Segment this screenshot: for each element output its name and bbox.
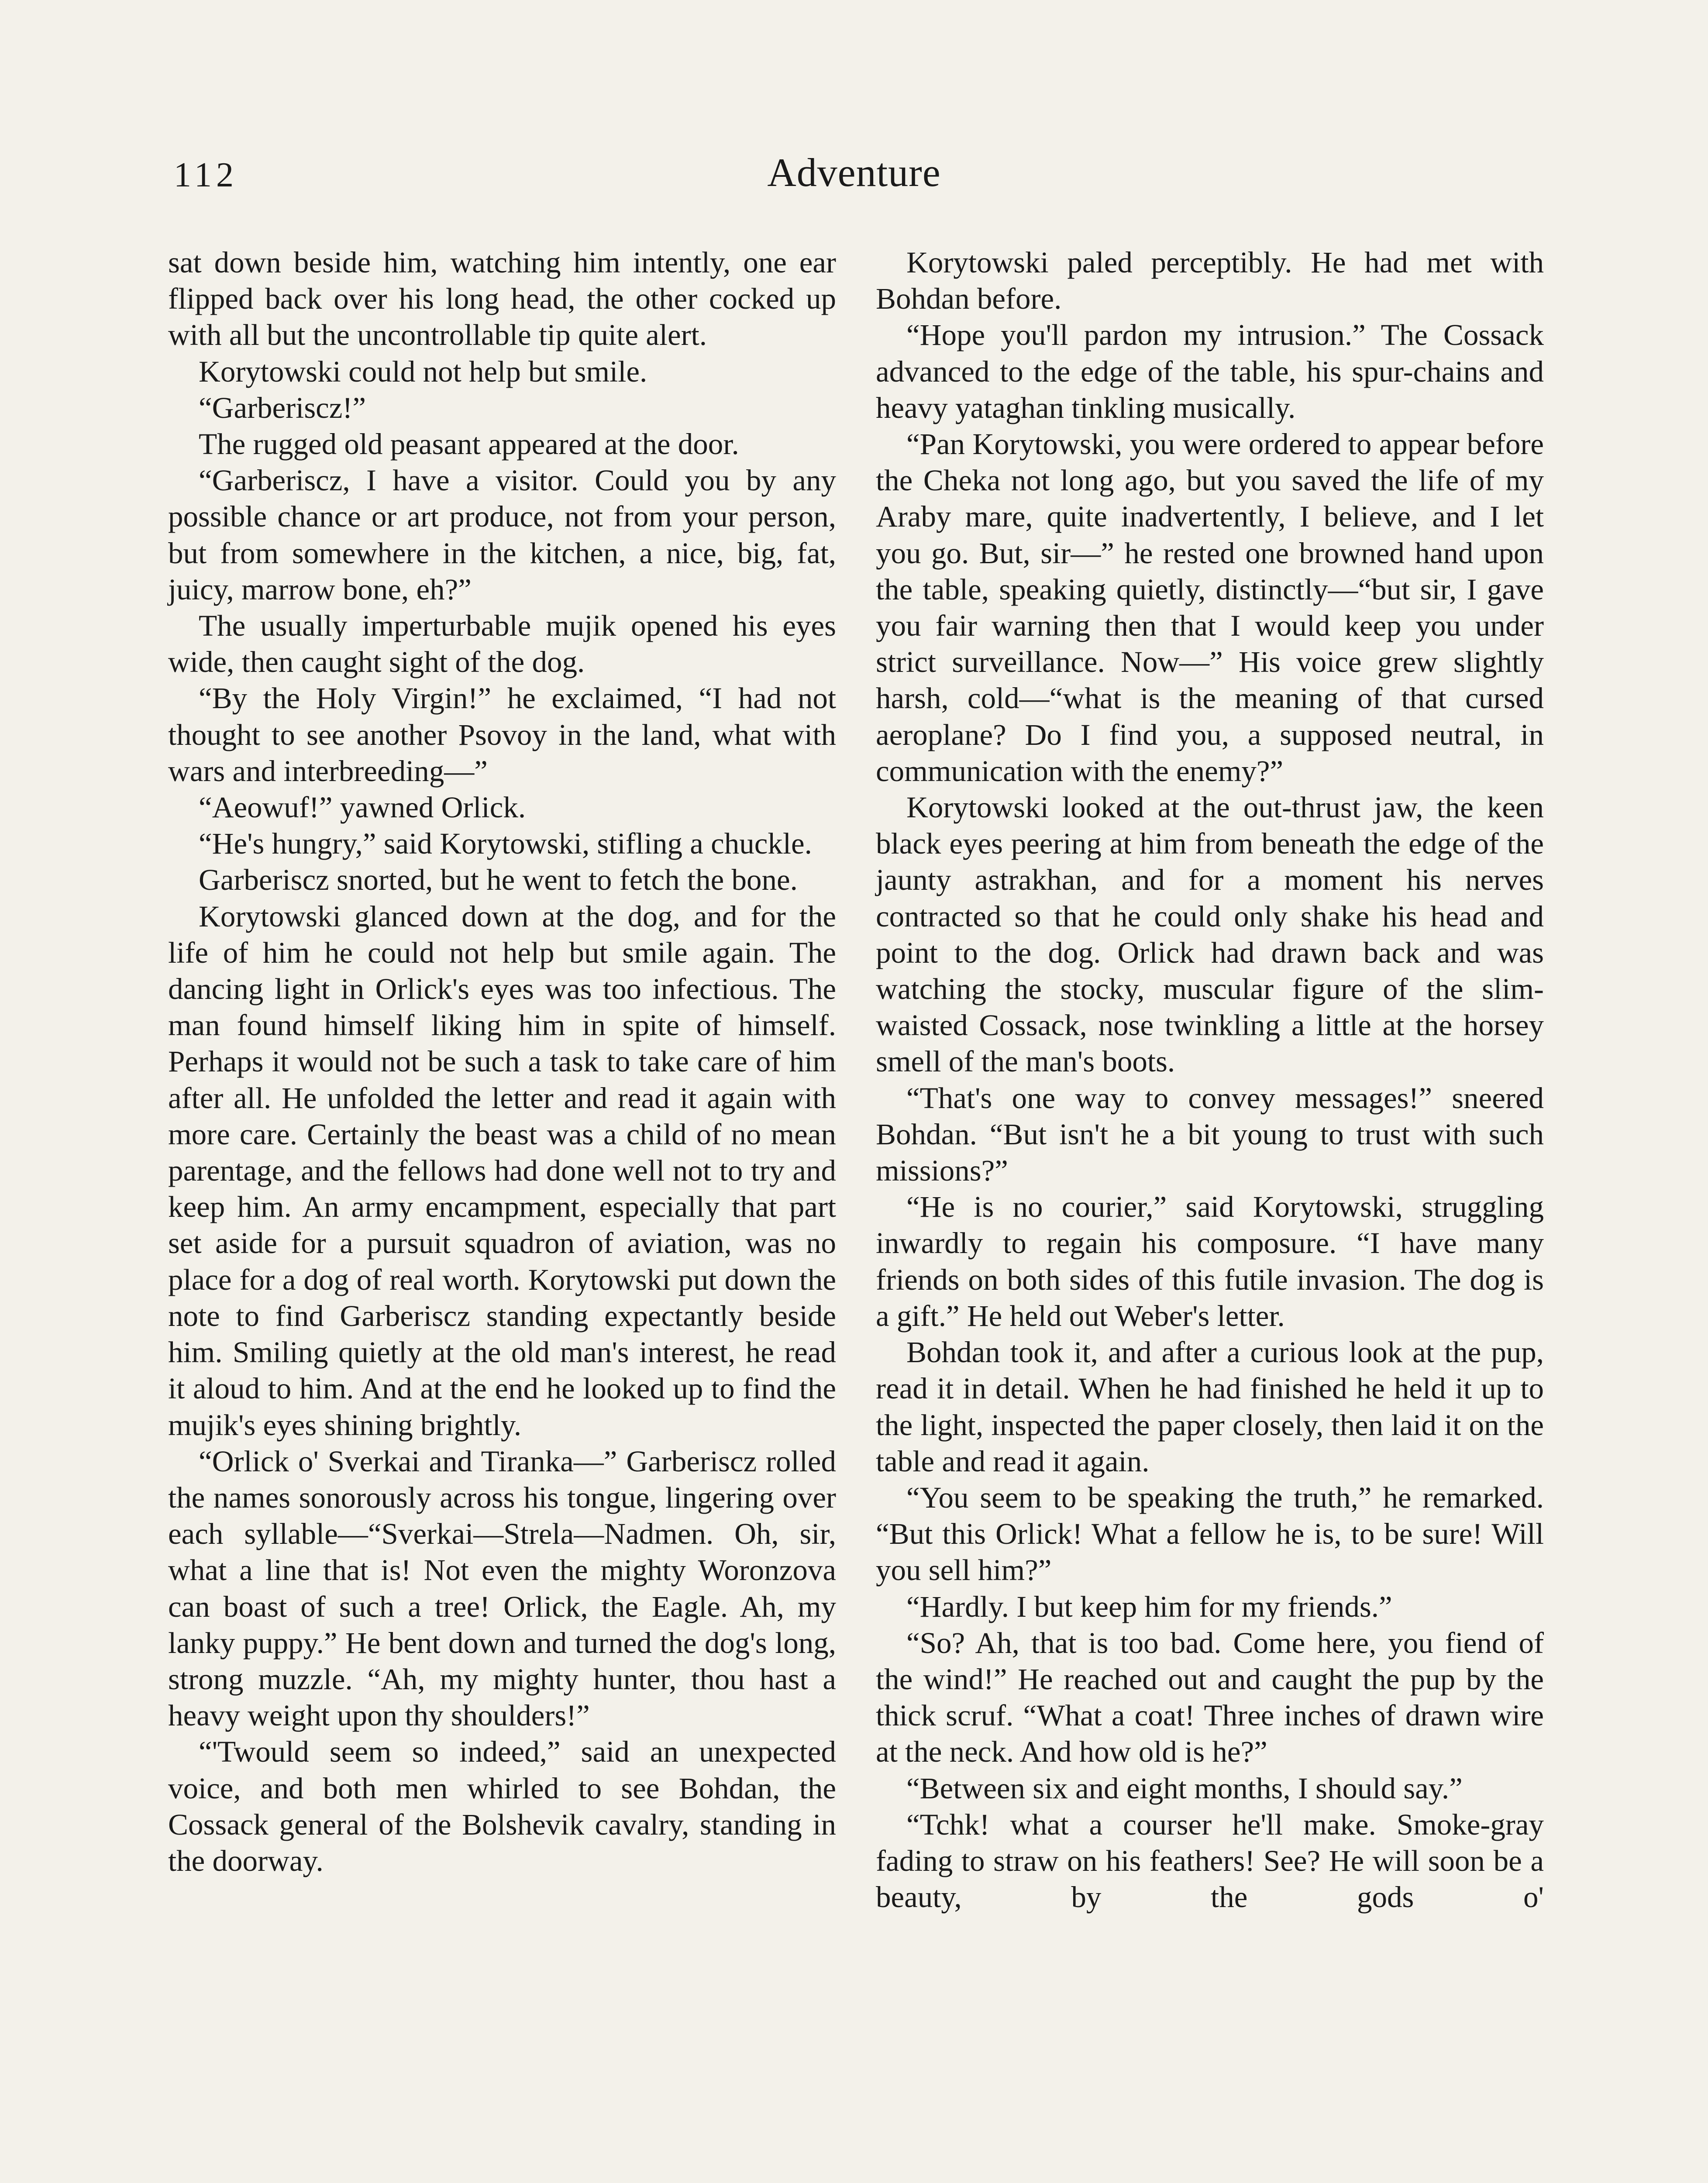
paragraph: “Orlick o' Sverkai and Tiranka—” Garberiscz rolled the names sonorously across his tongue, lingering over each syllable—“Sverkai—Strela—Nadmen. Oh, sir, what a line that is! Not even the mighty Woronzova can boast of such a tree! Orlick, the Eagle. Ah, my lanky puppy.” He bent down and turned the dog's long, strong muzzle. “Ah, my mighty hunter, thou hast a heavy weight upon thy shoulders!” xyxy=(168,1444,836,1732)
paragraph: Korytowski paled perceptibly. He had met with Bohdan before. xyxy=(876,246,1544,316)
paragraph: The rugged old peasant appeared at the door. xyxy=(199,427,739,461)
paragraph: “Garberiscz!” xyxy=(199,391,366,424)
paragraph: “That's one way to convey messages!” sneered Bohdan. “But isn't he a bit young to trust with such missions?” xyxy=(876,1081,1544,1188)
paragraph: Korytowski glanced down at the dog, and for the life of him he could not help but smile again. The dancing light in Orlick's eyes was too infectious. The man found himself liking him in spite of himself. Perhaps it would not be such a task to take care of him after all. He unfolded the letter and read it again with more care. Certainly the beast was a child of no mean parentage, and the fellows had done well not to try and keep him. An army encampment, especially that part set aside for a pursuit squadron of aviation, was no place for a dog of real worth. Korytowski put down the note to find Garberiscz standing expectantly beside him. Smiling quietly at the old man's interest, he read it aloud to him. And at the end he looked up to find the mujik's eyes shining brightly. xyxy=(168,899,836,1442)
paragraph: “Pan Korytowski, you were ordered to appear before the Cheka not long ago, but you saved the life of my Araby mare, quite inadvertently, I believe, and I let you go. But, sir—” he rested one browned hand upon the table, speaking quietly, distinctly—“but sir, I gave you fair warning then that I would keep you under strict surveillance. Now—” His voice grew slightly harsh, cold—“what is the meaning of that cursed aeroplane? Do I find you, a supposed neutral, in communication with the enemy?” xyxy=(876,427,1544,788)
paragraph: “Tchk! what a courser he'll make. Smoke-gray fading to straw on his feathers! See? He will soon be a beauty, by the gods o' xyxy=(876,1808,1544,1914)
left-column xyxy=(168,244,836,1879)
paragraph: Korytowski looked at the out-thrust jaw, the keen black eyes peering at him from beneath the edge of the jaunty astrakhan, and for a moment his nerves contracted so that he could only shake his head and point to the dog. Orlick had drawn back and was watching the stocky, muscular figure of the slim-waisted Cossack, nose twinkling a little at the horsey smell of the man's boots. xyxy=(876,791,1544,1078)
paragraph: “By the Holy Virgin!” he exclaimed, “I had not thought to see another Psovoy in the land, what with wars and interbreeding—” xyxy=(168,682,836,788)
paragraph: “Garberiscz, I have a visitor. Could you by any possible chance or art produce, not from your person, but from somewhere in the kitchen, a nice, big, fat, juicy, marrow bone, eh?” xyxy=(168,464,836,606)
paragraph: “Aeowuf!” yawned Orlick. xyxy=(199,791,526,824)
paragraph: “Hope you'll pardon my intrusion.” The Cossack advanced to the edge of the table, his spur-chains and heavy yataghan tinkling musically. xyxy=(876,318,1544,424)
paragraph: “He is no courier,” said Korytowski, struggling inwardly to regain his composure. “I have many friends on both sides of this futile invasion. The dog is a gift.” He held out Weber's letter. xyxy=(876,1190,1544,1333)
page-number: 112 xyxy=(174,156,238,194)
paragraph: “You seem to be speaking the truth,” he remarked. “But this Orlick! What a fellow he is, to be sure! Will you sell him?” xyxy=(876,1481,1544,1587)
paragraph: Garberiscz snorted, but he went to fetch the bone. xyxy=(199,863,798,897)
running-head: Adventure xyxy=(767,150,941,195)
paragraph: “Hardly. I but keep him for my friends.” xyxy=(906,1590,1392,1623)
paragraph: sat down beside him, watching him intently, one ear flipped back over his long head, the other cocked up with all but the uncontrollable tip quite alert. xyxy=(168,246,836,352)
paragraph: “Between six and eight months, I should say.” xyxy=(906,1771,1463,1805)
paragraph: The usually imperturbable mujik opened his eyes wide, then caught sight of the dog. xyxy=(168,609,836,679)
right-column xyxy=(876,244,1544,1915)
paragraph: “So? Ah, that is too bad. Come here, you fiend of the wind!” He reached out and caught the pup by the thick scruf. “What a coat! Three inches of drawn wire at the neck. And how old is he?” xyxy=(876,1626,1544,1769)
paragraph: Korytowski could not help but smile. xyxy=(199,355,647,388)
paragraph: “'Twould seem so indeed,” said an unexpected voice, and both men whirled to see Bohdan, the Cossack general of the Bolshevik cavalry, standing in the doorway. xyxy=(168,1735,836,1877)
paragraph: Bohdan took it, and after a curious look at the pup, read it in detail. When he had finished he held it up to the light, inspected the paper closely, then laid it on the table and read it again. xyxy=(876,1336,1544,1478)
paragraph: “He's hungry,” said Korytowski, stifling a chuckle. xyxy=(199,827,812,861)
